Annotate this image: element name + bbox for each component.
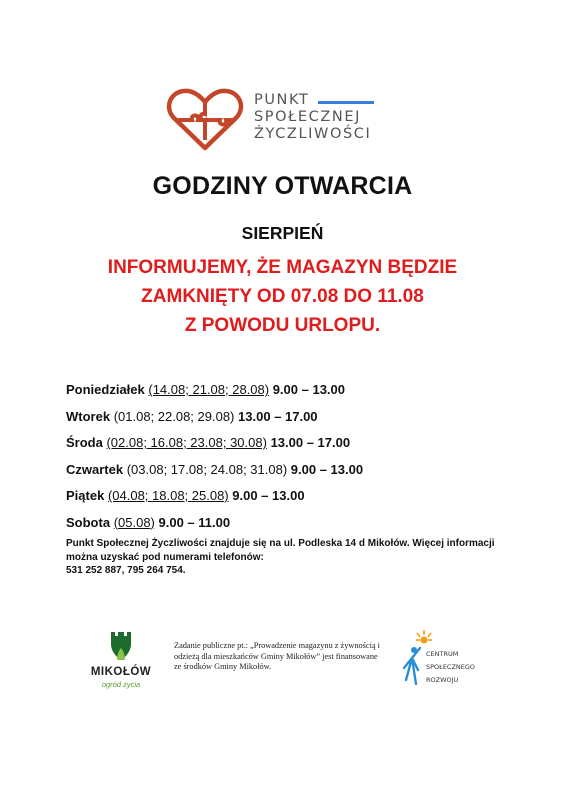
day-time: 9.00 – 11.00 — [158, 514, 231, 530]
hours-row — [66, 382, 363, 409]
day-time: 13.00 – 17.00 — [238, 408, 318, 424]
csr-line-1: CENTRUM — [426, 650, 459, 658]
day-dates: (04.08; 18.08; 25.08) — [107, 488, 229, 503]
hours-row — [66, 435, 363, 462]
page-title: GODZINY OTWARCIA — [152, 172, 413, 200]
day-name: Środa — [66, 435, 103, 450]
day-name: Wtorek — [66, 408, 111, 424]
hours-row — [66, 409, 363, 436]
csr-logo — [398, 628, 498, 688]
csr-line-3: ROZWOJU — [426, 676, 459, 684]
day-dates: (03.08; 17.08; 24.08; 31.08) — [126, 461, 288, 477]
brand-name — [254, 92, 371, 143]
day-time: 9.00 – 13.00 — [290, 461, 364, 477]
notice-line-1: INFORMUJEMY, ŻE MAGAZYN BĘDZIE — [107, 257, 458, 278]
funding-note: Zadanie publiczne pt.: „Prowadzenie magazynu z żywnością i odzieżą dla mieszkańców Gminy Mikołów” jest finansowane ze środków Gminy Mikołów. — [174, 641, 380, 671]
day-time: 9.00 – 13.00 — [272, 382, 345, 397]
brand-accent-bar — [318, 101, 374, 104]
day-dates: (02.08; 16.08; 23.08; 30.08) — [106, 435, 267, 450]
brand-logo — [166, 86, 396, 156]
notice-line-3: Z POWODU URLOPU. — [184, 315, 381, 336]
notice-line-2: ZAMKNIĘTY OD 07.08 DO 11.08 — [141, 286, 424, 307]
hours-row — [66, 488, 363, 515]
day-time: 9.00 – 13.00 — [232, 488, 305, 503]
brand-line-1: PUNKT — [254, 92, 310, 108]
day-time: 13.00 – 17.00 — [270, 435, 351, 450]
day-name: Czwartek — [66, 461, 124, 477]
closure-notice — [0, 253, 565, 340]
csr-line-2: SPOŁECZNEGO — [426, 663, 476, 671]
opening-hours-list — [66, 382, 363, 541]
csr-name — [426, 648, 475, 687]
day-name: Piątek — [66, 488, 105, 503]
day-dates: (05.08) — [113, 514, 155, 530]
city-name: MIKOŁÓW — [90, 666, 152, 678]
day-name: Poniedziałek — [66, 382, 145, 397]
puzzle-heart-icon — [166, 86, 244, 152]
brand-line-3: ŻYCZLIWOŚCI — [254, 126, 372, 142]
phone-numbers: 531 252 887, 795 264 754. — [66, 565, 186, 576]
castle-tower-icon — [108, 630, 134, 662]
location-info: Punkt Społecznej Życzliwości znajduje się na ul. Podleska 14 d Mikołów. Więcej informacji można uzyskać pod numerami telefonów: — [66, 538, 495, 563]
month-heading: SIERPIEŃ — [241, 223, 324, 243]
mikolow-logo — [86, 630, 156, 690]
day-name: Sobota — [66, 514, 111, 530]
city-tagline: ogród życia — [101, 680, 141, 689]
hours-row — [66, 462, 363, 489]
brand-line-2: SPOŁECZNEJ — [254, 109, 362, 125]
day-dates: (14.08; 21.08; 28.08) — [148, 382, 270, 397]
day-dates: (01.08; 22.08; 29.08) — [113, 408, 235, 424]
